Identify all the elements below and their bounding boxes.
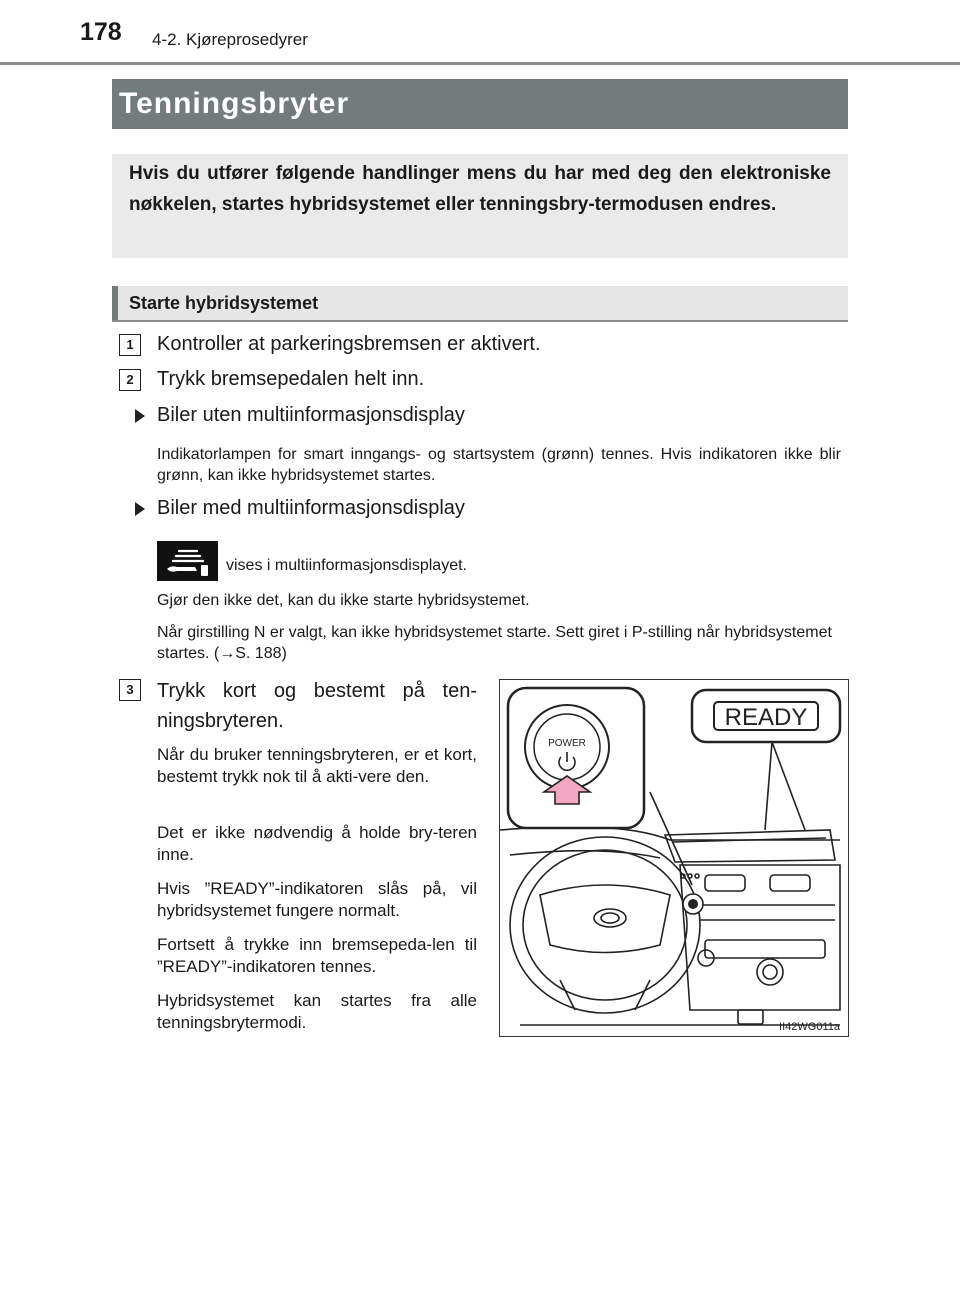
step-text-3-line1: Trykk kort og bestemt på ten- bbox=[157, 680, 477, 702]
page-number: 178 bbox=[80, 18, 122, 46]
step3-paragraph-5: Hybridsystemet kan startes fra alle tenningsbrytermodi. bbox=[157, 991, 477, 1032]
intro-box bbox=[112, 154, 848, 258]
page-title: Tenningsbryter bbox=[119, 87, 350, 120]
dashboard-illustration bbox=[499, 679, 849, 1037]
section-label: 4-2. Kjøreprosedyrer bbox=[152, 30, 308, 49]
step3-paragraph-4: Fortsett å trykke inn bremsepeda-len til ”READY”-indikatoren tennes. bbox=[157, 935, 477, 976]
header-rule bbox=[0, 62, 960, 65]
subheading-bar bbox=[112, 286, 848, 322]
step-number-2: 2 bbox=[119, 369, 141, 391]
bullet-label-2: Biler med multiinformasjonsdisplay bbox=[157, 497, 465, 519]
triangle-bullet-icon bbox=[135, 502, 145, 516]
step3-paragraph-2: Det er ikke nødvendig å holde bry-teren inne. bbox=[157, 823, 477, 864]
bullet-text-2a: Gjør den ikke det, kan du ikke starte hybridsystemet. bbox=[157, 592, 530, 609]
intro-text: Hvis du utfører følgende handlinger mens du har med deg den elektroniske nøkkelen, startes hybridsystemet eller tenningsbry-termodusen endres. bbox=[129, 163, 831, 215]
triangle-bullet-icon bbox=[135, 409, 145, 423]
bullet-text-1: Indikatorlampen for smart inngangs- og startsystem (grønn) tennes. Hvis indikatoren ikke blir grønn, kan ikke hybridsystemet startes. bbox=[157, 446, 841, 484]
ready-label: READY bbox=[724, 704, 808, 731]
icon-description: vises i multiinformasjonsdisplayet. bbox=[226, 557, 467, 574]
step-number-1: 1 bbox=[119, 334, 141, 356]
step-text-2: Trykk bremsepedalen helt inn. bbox=[157, 368, 425, 390]
step-text-3 bbox=[157, 676, 477, 736]
bullet-label-1: Biler uten multiinformasjonsdisplay bbox=[157, 404, 465, 426]
step-text-1: Kontroller at parkeringsbremsen er aktivert. bbox=[157, 333, 541, 355]
subheading: Starte hybridsystemet bbox=[129, 293, 319, 313]
step-number-3: 3 bbox=[119, 679, 141, 701]
subheading-accent bbox=[112, 286, 118, 320]
smart-key-indicator-icon bbox=[157, 541, 218, 581]
step3-paragraph-3: Hvis ”READY”-indikatoren slås på, vil hybridsystemet fungere normalt. bbox=[157, 879, 477, 920]
title-bar bbox=[112, 79, 848, 129]
step3-paragraph-1: Når du bruker tenningsbryteren, er et kort, bestemt trykk nok til å akti-vere den. bbox=[157, 745, 477, 786]
power-label: POWER bbox=[548, 738, 586, 749]
bullet-text-2b: Når girstilling N er valgt, kan ikke hybridsystemet starte. Sett giret i P-stilling når hybridsystemet startes. (→S. 188) bbox=[157, 624, 832, 662]
figure-code: II42WG011a bbox=[779, 1021, 840, 1033]
step-text-3-line2: ningsbryteren. bbox=[157, 710, 284, 732]
dashboard-drawing bbox=[500, 680, 848, 1036]
